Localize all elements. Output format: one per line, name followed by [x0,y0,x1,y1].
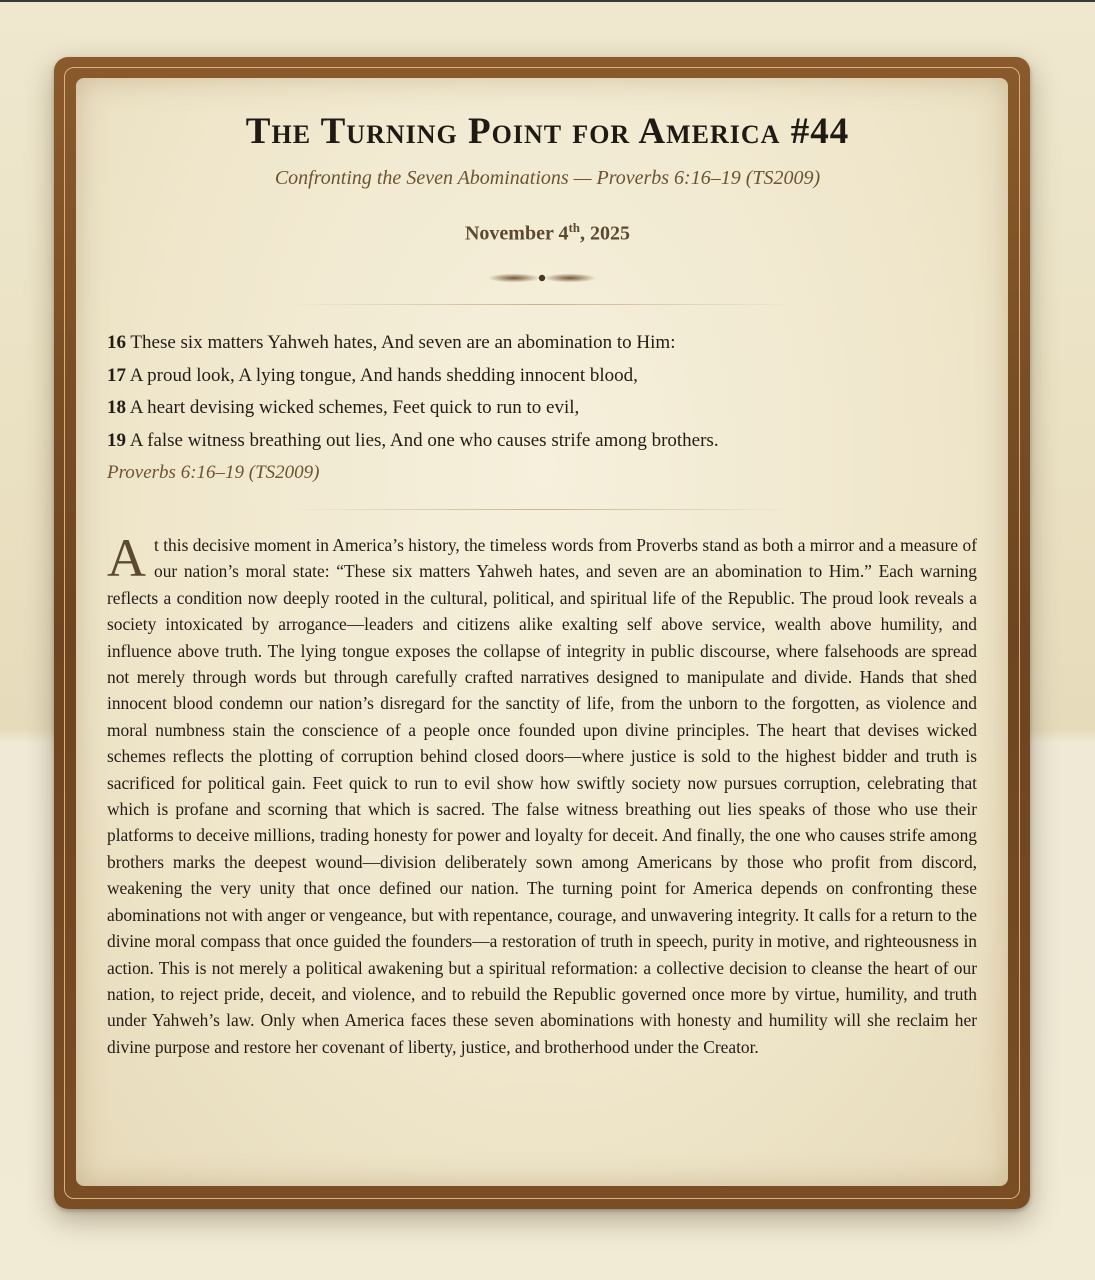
verse-number: 16 [107,332,126,353]
date-year: , 2025 [580,222,631,245]
verse-line [107,360,987,393]
verse-number: 18 [107,397,126,419]
drop-cap: A [107,528,146,588]
ornament-divider-icon [484,270,600,286]
verse-text: A heart devising wicked schemes, Feet quick to run to evil, [126,397,580,419]
page-subtitle: Confronting the Seven Abominations — Proverbs 6:16–19 (TS2009) [274,167,821,189]
verse-line [107,425,987,458]
scripture-block [107,327,987,458]
date-month-day: November 4 [464,222,569,245]
verse-line [107,392,987,425]
top-edge-line [0,0,1095,2]
scripture-divider [290,509,795,510]
scripture-citation: Proverbs 6:16–19 (TS2009) [107,462,320,483]
date-ordinal-suffix: th [568,220,581,235]
verse-text: A false witness breathing out lies, And one who causes strife among brothers. [126,430,719,452]
essay-body [107,528,977,1060]
verse-number: 17 [107,364,126,386]
header-divider [290,304,795,305]
verse-text: A proud look, A lying tongue, And hands shedding innocent blood, [126,364,638,386]
publication-date [0,220,1095,246]
verse-number: 19 [107,430,126,452]
verse-line [107,327,987,360]
verse-text: These six matters Yahweh hates, And seven are an abomination to Him: [126,332,676,353]
essay-text: t this decisive moment in America’s history, the timeless words from Proverbs stand as both a mirror and a measure of our nation’s moral state: “These six matters Yahweh hates, and seven are an abomination to Him.” Each warning reflects a condition now deeply rooted in the cultural, political, and spiritual life of the Republic. The proud look reveals a society intoxicated by arrogance—leaders and citizens alike exalting self above service, wealth above humility, and influence above truth. The lying tongue exposes the collapse of integrity in public discourse, where falsehoods are spread not merely through words but through carefully crafted narratives designed to manipulate and divide. Hands that shed innocent blood condemn our nation’s disregard for the sanctity of life, from the unborn to the forgotten, as violence and moral numbness stain the conscience of a people once founded upon divine principles. The heart that devises wicked schemes reflects the plotting of corruption behind closed doors—where justice is sold to the highest bidder and truth is sacrificed for political gain. Feet quick to run to evil show how swiftly society now pursues corruption, celebrating that which is profane and scorning that which is sacred. The false witness breathing out lies speaks of those who use their platforms to deceive millions, trading honesty for power and loyalty for deceit. And finally, the one who causes strife among brothers marks the deepest wound—division deliberately sown among Americans by those who profit from discord, weakening the very unity that once defined our nation. The turning point for America depends on confronting these abominations not with anger or vengeance, but with repentance, courage, and unwavering integrity. It calls for a return to the divine moral compass that once guided the founders—a restoration of truth in speech, purity in motive, and righteousness in action. This is not merely a political awakening but a spiritual reformation: a collective decision to cleanse the heart of our nation, to reject pride, deceit, and violence, and to rebuild the Republic governed once more by virtue, humility, and truth under Yahweh’s law. Only when America faces these seven abominations with honesty and humility will she reclaim her divine purpose and restore her covenant of liberty, justice, and brotherhood under the Creator. [107,535,977,1057]
page-title: The Turning Point for America #44 [245,111,850,152]
